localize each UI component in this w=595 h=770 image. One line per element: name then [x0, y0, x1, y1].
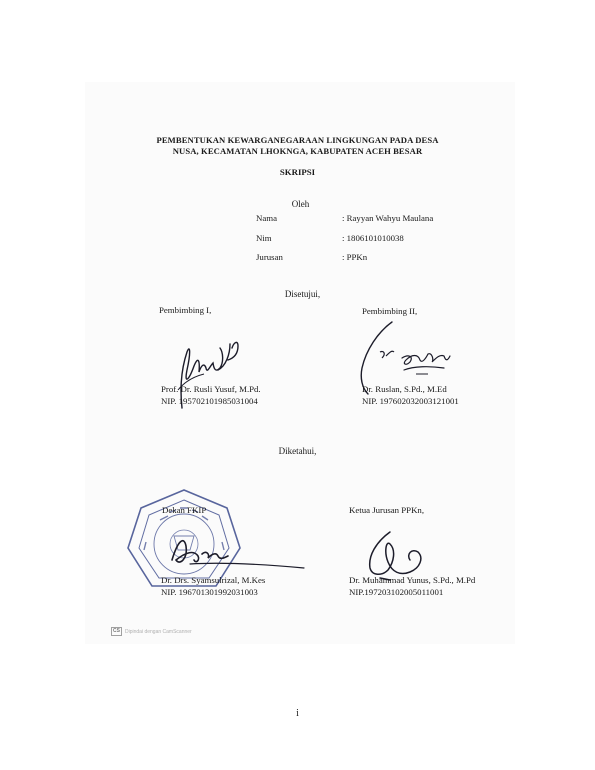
ketua-name: Dr. Muhammad Yunus, S.Pd., M.Pd — [349, 575, 476, 585]
pembimbing1-nip: NIP. 195702101985031004 — [161, 396, 258, 406]
ketua-nip: NIP.197203102005011001 — [349, 587, 444, 597]
oleh-label: Oleh — [291, 199, 310, 209]
identity-value-nim: : 1806101010038 — [342, 233, 404, 243]
pembimbing1-name: Prof. Dr. Rusli Yusuf, M.Pd. — [161, 384, 261, 394]
identity-label-nama: Nama — [256, 213, 278, 223]
ketua-role: Ketua Jurusan PPKn, — [349, 505, 425, 515]
document-type: SKRIPSI — [279, 167, 316, 177]
identity-label-nim: Nim — [256, 233, 272, 243]
dekan-nip: NIP. 196701301992031003 — [161, 587, 258, 597]
identity-value-nama: : Rayyan Wahyu Maulana — [342, 213, 434, 223]
identity-value-jurusan: : PPKn — [342, 252, 368, 262]
dekan-name: Dr. Drs. Syamsulrizal, M.Kes — [161, 575, 266, 585]
disetujui-label: Disetujui, — [284, 289, 321, 299]
camscanner-logo-icon: CS — [111, 627, 122, 636]
camscanner-watermark — [111, 627, 192, 636]
diketahui-label: Diketahui, — [278, 446, 317, 456]
thesis-title-line-1: PEMBENTUKAN KEWARGANEGARAAN LINGKUNGAN PADA DESA — [156, 135, 439, 145]
pembimbing2-nip: NIP. 197602032003121001 — [362, 396, 459, 406]
dekan-signature — [150, 530, 310, 580]
pembimbing2-name: Dr. Ruslan, S.Pd., M.Ed — [362, 384, 447, 394]
dekan-role: Dekan FKIP — [162, 505, 207, 515]
thesis-title-line-2: NUSA, KECAMATAN LHOKNGA, KABUPATEN ACEH BESAR — [172, 146, 423, 156]
pembimbing2-role: Pembimbing II, — [362, 306, 418, 316]
pembimbing1-role: Pembimbing I, — [159, 305, 212, 315]
identity-label-jurusan: Jurusan — [256, 252, 283, 262]
camscanner-text: Dipindai dengan CamScanner — [125, 628, 192, 635]
page-number: i — [296, 708, 299, 719]
